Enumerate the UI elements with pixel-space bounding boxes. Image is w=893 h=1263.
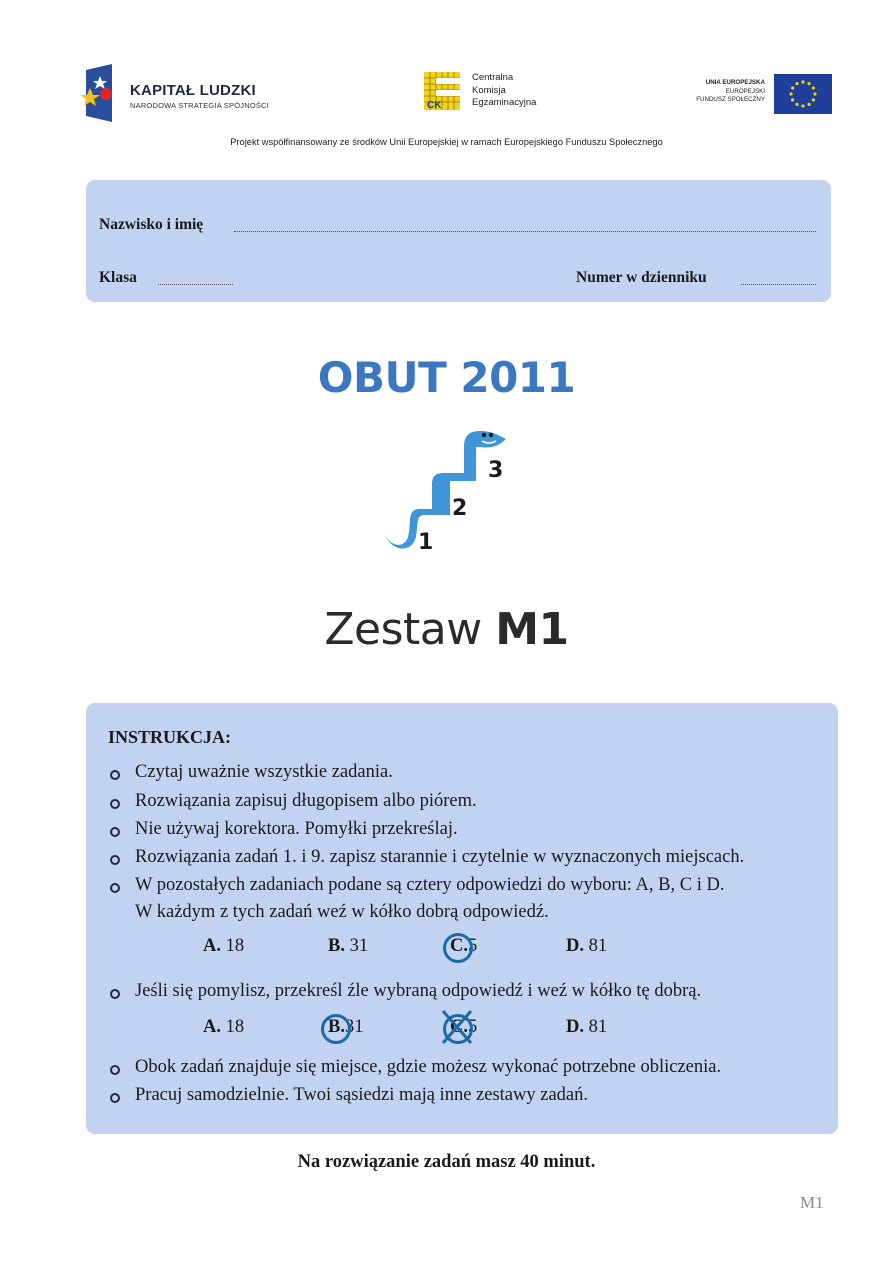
- eu-flag-icon: [774, 74, 832, 114]
- set-title: [0, 604, 893, 655]
- example2-option-c: C.5: [450, 1017, 478, 1037]
- exam-title: OBUT 2011: [317, 353, 576, 402]
- time-limit-note: Na rozwiązanie zadań masz 40 minut.: [297, 1152, 596, 1172]
- instruction-item: Rozwiązania zadań 1. i 9. zapisz starannie i czytelnie w wyznaczonych miejscach.: [135, 847, 745, 867]
- cke-line-1: Centralna: [472, 72, 514, 83]
- example1-option-d: D. 81: [566, 936, 608, 956]
- crossed-out-icon: [440, 1008, 474, 1046]
- eu-line-1: UNIA EUROPEJSKA: [705, 79, 765, 86]
- kapital-ludzki-flag-icon: [80, 64, 114, 122]
- circled-answer-icon: [443, 933, 473, 963]
- cke-line-3: Egzaminacyjna: [472, 97, 537, 108]
- register-number-label: Numer w dzienniku: [576, 269, 707, 286]
- instruction-item: Jeśli się pomylisz, przekreśl źle wybraną odpowiedź i weź w kółko tę dobrą.: [135, 981, 702, 1001]
- example2-option-b: B.31: [328, 1017, 364, 1037]
- instruction-item-continued: W każdym z tych zadań weź w kółko dobrą odpowiedź.: [135, 902, 549, 922]
- name-label: Nazwisko i imię: [99, 216, 204, 233]
- bullet-icon: [110, 883, 120, 893]
- register-number-field[interactable]: [741, 284, 816, 285]
- bullet-icon: [110, 989, 120, 999]
- bullet-icon: [110, 855, 120, 865]
- instruction-item: Czytaj uważnie wszystkie zadania.: [135, 762, 393, 782]
- svg-text:2: 2: [452, 496, 468, 521]
- instruction-item: Obok zadań znajduje się miejsce, gdzie możesz wykonać potrzebne obliczenia.: [135, 1057, 722, 1077]
- student-info-box: [86, 180, 831, 302]
- class-field[interactable]: [158, 284, 233, 285]
- example1-option-c: C.5: [450, 936, 478, 956]
- example2-option-a: A. 18: [203, 1017, 245, 1037]
- eu-line-3: FUNDUSZ SPOŁECZNY: [696, 96, 765, 103]
- instruction-item: Pracuj samodzielnie. Twoi sąsiedzi mają inne zestawy zadań.: [135, 1085, 588, 1105]
- kapital-ludzki-logo: [80, 64, 270, 124]
- instruction-item: Rozwiązania zapisuj długopisem albo piórem.: [135, 791, 477, 811]
- instructions-heading: INSTRUKCJA:: [108, 727, 232, 747]
- page-code: M1: [800, 1193, 824, 1212]
- cke-name: [472, 72, 536, 110]
- set-code: M1: [495, 604, 569, 655]
- class-label: Klasa: [99, 269, 137, 286]
- kapital-ludzki-subtitle: NARODOWA STRATEGIA SPÓJNOŚCI: [130, 101, 269, 110]
- svg-text:CK: CK: [427, 100, 442, 110]
- svg-text:1: 1: [418, 530, 434, 555]
- instructions-box: [86, 703, 838, 1134]
- circled-answer-icon: [321, 1014, 351, 1044]
- bullet-icon: [110, 1093, 120, 1103]
- bullet-icon: [110, 827, 120, 837]
- snake-steps-icon: [380, 425, 520, 555]
- example1-option-a: A. 18: [203, 936, 245, 956]
- cke-logo: [424, 72, 564, 114]
- cofinancing-note: Projekt współfinansowany ze środków Unii Europejskiej w ramach Europejskiego Funduszu Społecznego: [230, 137, 663, 147]
- eu-line-2: EUROPEJSKI: [725, 87, 765, 95]
- name-field[interactable]: [234, 231, 816, 232]
- cke-grid-icon: [424, 72, 460, 110]
- cke-line-2: Komisja: [472, 84, 506, 96]
- bullet-icon: [110, 799, 120, 809]
- example1-option-b: B. 31: [328, 936, 369, 956]
- instruction-item: Nie używaj korektora. Pomyłki przekreślaj.: [135, 819, 458, 839]
- example2-option-d: D. 81: [566, 1017, 608, 1037]
- instruction-item: W pozostałych zadaniach podane są cztery odpowiedzi do wyboru: A, B, C i D.: [135, 875, 725, 895]
- bullet-icon: [110, 770, 120, 780]
- set-prefix: Zestaw: [324, 604, 482, 655]
- kapital-ludzki-title: KAPITAŁ LUDZKI: [130, 82, 256, 99]
- eu-logo: [680, 72, 835, 114]
- eu-text: [696, 79, 765, 105]
- bullet-icon: [110, 1065, 120, 1075]
- svg-text:3: 3: [488, 458, 504, 483]
